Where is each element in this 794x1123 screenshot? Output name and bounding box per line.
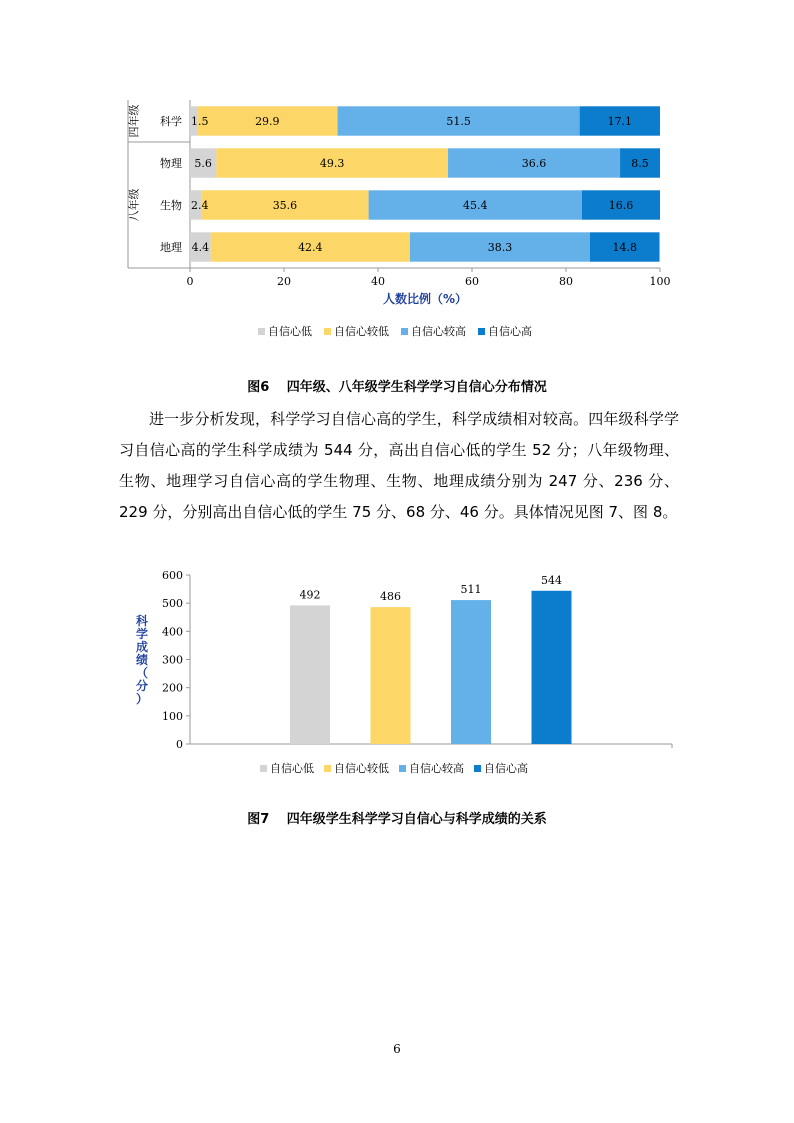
legend-swatch	[260, 765, 267, 772]
data-label: 511	[460, 583, 482, 597]
figure-caption-6: 图6 四年级、八年级学生科学学习自信心分布情况	[247, 380, 547, 395]
legend-swatch	[324, 765, 331, 772]
page-number: 6	[393, 1042, 401, 1056]
y-tick-label: 0	[176, 738, 183, 751]
data-label: 4.4	[191, 241, 210, 254]
y-tick-label: 400	[162, 625, 183, 639]
x-tick-label: 0	[186, 275, 194, 288]
bar	[451, 600, 491, 744]
category-label: 物理	[160, 157, 182, 170]
legend-swatch	[399, 765, 406, 772]
x-tick-label: 80	[559, 275, 573, 288]
legend-swatch	[324, 328, 331, 335]
legend-label: 自信心低	[270, 762, 314, 775]
y-tick-label: 100	[162, 709, 183, 723]
data-label: 544	[541, 573, 562, 587]
legend-label: 自信心高	[484, 762, 528, 775]
bar	[371, 607, 411, 744]
data-label: 36.6	[521, 157, 547, 170]
y-tick-label: 300	[162, 653, 183, 667]
y-tick-label: 500	[162, 597, 183, 611]
data-label: 492	[299, 588, 321, 602]
data-label: 35.6	[272, 199, 298, 212]
legend-label: 自信心较高	[409, 762, 464, 775]
data-label: 8.5	[631, 157, 649, 170]
data-label: 29.9	[255, 115, 280, 128]
data-label: 486	[380, 590, 401, 604]
legend-swatch	[401, 328, 408, 335]
legend-label: 自信心低	[268, 325, 312, 338]
data-label: 38.3	[487, 241, 513, 254]
stacked-bar-chart	[120, 100, 680, 360]
data-label: 17.1	[607, 115, 633, 128]
bar	[290, 605, 330, 744]
x-tick-label: 40	[371, 275, 385, 288]
group-label: 八年级	[127, 188, 141, 222]
legend-label: 自信心较低	[334, 325, 389, 338]
data-label: 45.4	[463, 199, 488, 212]
data-label: 42.4	[298, 241, 323, 254]
legend-label: 自信心较低	[334, 762, 389, 775]
data-label: 2.4	[191, 199, 209, 212]
x-axis-label: 人数比例（%）	[382, 292, 468, 306]
bar-chart	[120, 565, 680, 785]
data-label: 1.5	[191, 115, 209, 128]
x-tick-label: 100	[649, 275, 671, 288]
category-label: 生物	[160, 199, 182, 212]
legend-label: 自信心高	[488, 325, 532, 338]
legend-label: 自信心较高	[411, 325, 466, 338]
x-tick-label: 20	[277, 275, 291, 288]
body-paragraph	[119, 404, 679, 528]
figure-caption-7: 图7 四年级学生科学学习自信心与科学成绩的关系	[247, 812, 547, 827]
legend-swatch	[258, 328, 265, 335]
x-tick-label: 60	[465, 275, 479, 288]
group-label: 四年级	[127, 104, 141, 138]
category-label: 地理	[160, 241, 182, 254]
bar	[532, 591, 572, 744]
data-label: 16.6	[608, 199, 634, 212]
y-tick-label: 600	[162, 569, 183, 582]
paragraph-text: 进一步分析发现，科学学习自信心高的学生，科学成绩相对较高。四年级科学学习自信心高的学生科学成绩为 544 分，高出自信心低的学生 52 分；八年级物理、生物、地理学习自信心高的学生物理、生物、地理成绩分别为 247 分、236 分、229 分，分别高出自信心低的学生 75 分、68 分、46 分。具体情况见图 7、图 8。	[119, 410, 679, 521]
legend-swatch	[474, 765, 481, 772]
category-label: 科学	[160, 115, 182, 128]
data-label: 49.3	[319, 157, 345, 170]
legend-swatch	[478, 328, 485, 335]
data-label: 5.6	[194, 157, 212, 170]
data-label: 51.5	[446, 115, 471, 128]
data-label: 14.8	[612, 241, 637, 254]
y-axis-label: 科学成绩（分）	[135, 614, 149, 706]
y-tick-label: 200	[162, 681, 183, 695]
